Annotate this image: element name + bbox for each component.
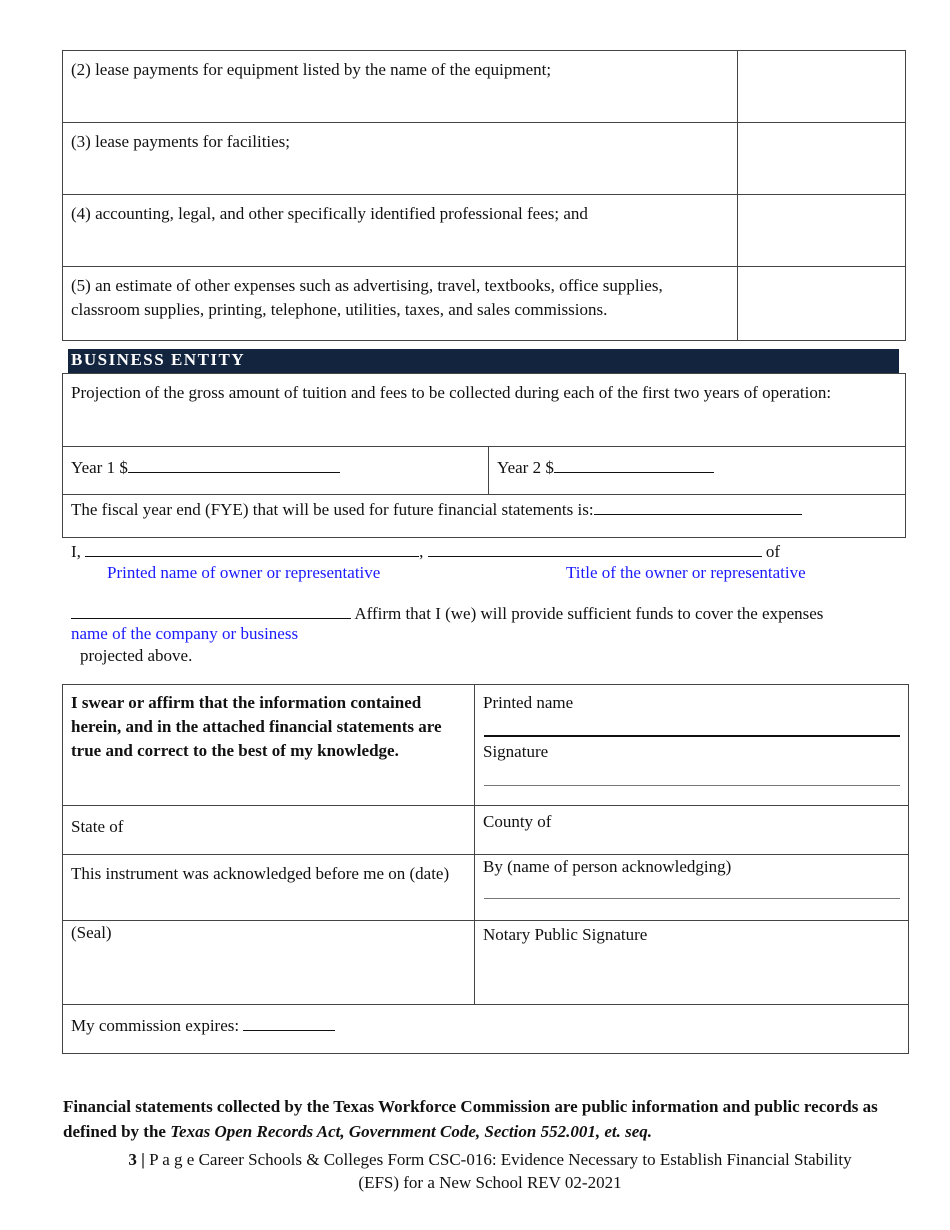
form-title-line2: (EFS) for a New School REV 02-2021 bbox=[358, 1173, 622, 1192]
county-of-label: County of bbox=[483, 812, 552, 831]
expense-amount-field[interactable] bbox=[739, 123, 904, 193]
printed-name-label: Printed name bbox=[483, 693, 574, 712]
affirm-funds-text: Affirm that I (we) will provide sufficient funds to cover the expenses bbox=[354, 604, 824, 623]
page-separator: | bbox=[136, 1150, 150, 1169]
signature-line[interactable] bbox=[484, 785, 900, 786]
owner-name-blank[interactable] bbox=[85, 539, 419, 557]
public-records-statement bbox=[63, 1094, 893, 1144]
year2-blank[interactable] bbox=[554, 455, 714, 473]
form-title-line1: Career Schools & Colleges Form CSC-016: Evidence Necessary to Establish Financial Stability bbox=[198, 1150, 852, 1169]
expense-row-3: (3) lease payments for facilities; bbox=[71, 132, 291, 151]
expense-amount-field[interactable] bbox=[739, 195, 904, 265]
commission-field[interactable] bbox=[71, 1013, 335, 1038]
expense-row-4: (4) accounting, legal, and other specifically identified professional fees; and bbox=[71, 204, 588, 223]
by-name-label: By (name of person acknowledging) bbox=[483, 857, 732, 876]
commission-label: My commission expires: bbox=[71, 1016, 240, 1035]
statement-italic: Texas Open Records Act, Government Code, Section 552.001, et. seq. bbox=[170, 1122, 653, 1141]
affirm-i: I, bbox=[71, 542, 81, 561]
year2-field[interactable] bbox=[497, 455, 714, 480]
year-divider bbox=[488, 446, 489, 494]
fye-blank[interactable] bbox=[594, 497, 802, 515]
commission-blank[interactable] bbox=[243, 1013, 335, 1031]
seal-label: (Seal) bbox=[71, 923, 112, 942]
fye-field[interactable] bbox=[71, 497, 802, 522]
affirm-of: of bbox=[765, 542, 781, 561]
notary-signature-label: Notary Public Signature bbox=[483, 925, 648, 944]
year2-label: Year 2 $ bbox=[497, 458, 554, 477]
fye-label: The fiscal year end (FYE) that will be used for future financial statements is: bbox=[71, 500, 594, 519]
swear-statement: I swear or affirm that the information contained herein, and in the attached financial statements are true and correct to the best of my knowledge. bbox=[71, 693, 442, 760]
acknowledged-label: This instrument was acknowledged before me on (date) bbox=[71, 864, 450, 883]
owner-title-blank[interactable] bbox=[428, 539, 762, 557]
company-caption: name of the company or business bbox=[71, 624, 299, 643]
expense-row-2: (2) lease payments for equipment listed by the name of the equipment; bbox=[71, 60, 552, 79]
title-caption: Title of the owner or representative bbox=[566, 563, 806, 582]
company-name-blank[interactable] bbox=[71, 601, 351, 619]
page-word: P a g e bbox=[149, 1150, 195, 1169]
business-entity-header: BUSINESS ENTITY bbox=[68, 349, 899, 373]
expense-amount-field[interactable] bbox=[739, 51, 904, 121]
notary-row-separator bbox=[62, 805, 909, 806]
business-row-separator bbox=[62, 494, 906, 495]
notary-row-separator bbox=[62, 1004, 909, 1005]
state-of-label: State of bbox=[71, 817, 124, 836]
year1-blank[interactable] bbox=[128, 455, 340, 473]
notary-row-separator bbox=[62, 920, 909, 921]
printed-name-caption: Printed name of owner or representative bbox=[107, 563, 381, 582]
year1-field[interactable] bbox=[71, 455, 340, 480]
projection-text: Projection of the gross amount of tuition and fees to be collected during each of the first two years of operation: bbox=[71, 383, 832, 402]
page-footer-line1 bbox=[60, 1148, 920, 1171]
business-row-separator bbox=[62, 446, 906, 447]
affirm-comma: , bbox=[419, 542, 424, 561]
page-footer bbox=[60, 1148, 920, 1194]
year1-label: Year 1 $ bbox=[71, 458, 128, 477]
notary-column-divider bbox=[474, 684, 475, 1004]
page-number: 3 bbox=[128, 1150, 137, 1169]
expense-amount-field[interactable] bbox=[739, 267, 904, 339]
expense-table-divider bbox=[737, 50, 738, 340]
projected-above: projected above. bbox=[80, 646, 193, 665]
expense-row-5: (5) an estimate of other expenses such as advertising, travel, textbooks, office supplies, classroom supplies, printing, telephone, utilities, taxes, and sales commissions. bbox=[71, 276, 663, 319]
printed-name-line[interactable] bbox=[484, 735, 900, 737]
signature-label: Signature bbox=[483, 742, 549, 761]
by-name-line[interactable] bbox=[484, 898, 900, 899]
statement-plain: Financial statements collected by the Texas Workforce Commission are public information and public records as defined by the bbox=[63, 1097, 878, 1141]
